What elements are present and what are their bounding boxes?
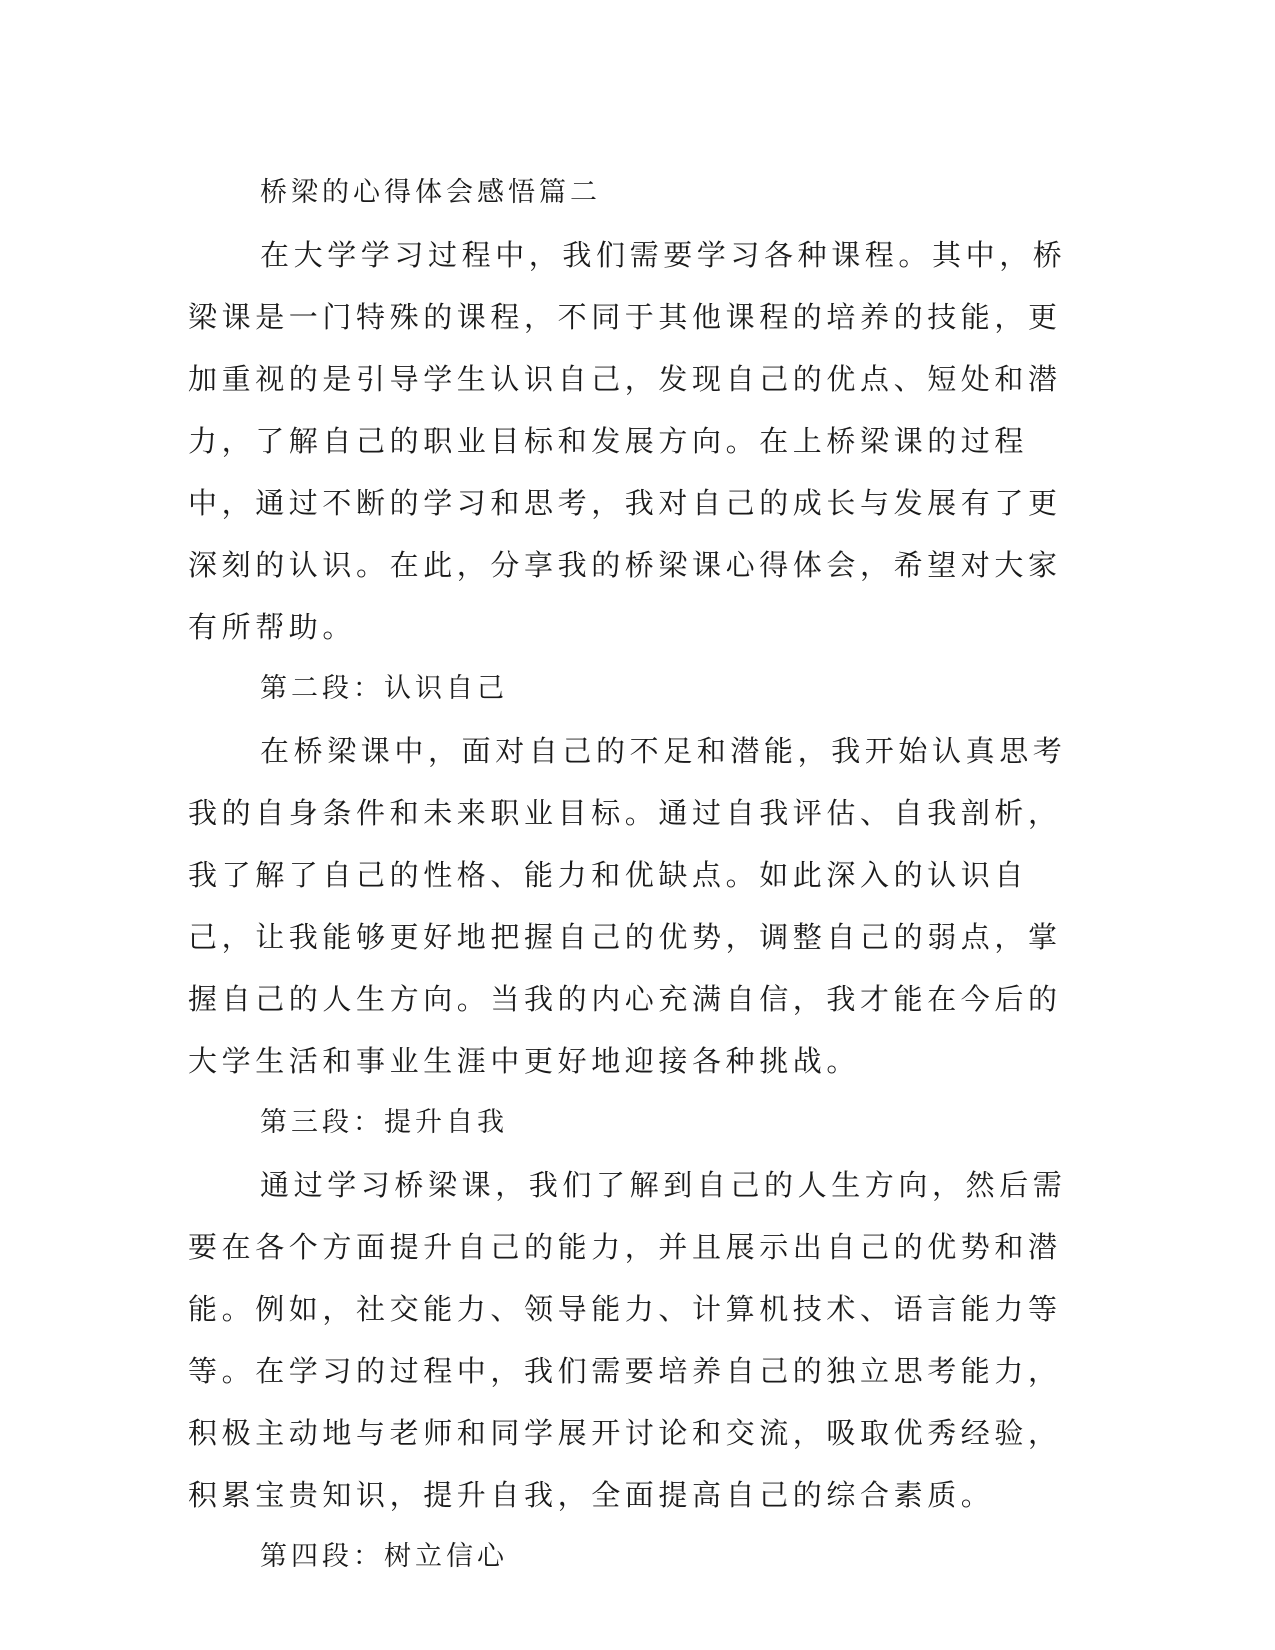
section-body-3: 通过学习桥梁课，我们了解到自己的人生方向，然后需要在各个方面提升自己的能力，并且展示出自己的优势和潜能。例如，社交能力、领导能力、计算机技术、语言能力等等。在学习的过程中，我们需要培养自己的独立思考能力，积极主动地与老师和同学展开讨论和交流，吸取优秀经验，积累宝贵知识，提升自我，全面提高自己的综合素质。 [188, 1168, 1067, 1512]
section-heading-2: 第二段：认识自己 [260, 673, 508, 704]
section-heading-4: 第四段：树立信心 [260, 1541, 508, 1572]
section-heading-3: 第三段：提升自我 [260, 1107, 508, 1138]
document-body [188, 162, 1068, 1588]
intro-paragraph: 在大学学习过程中，我们需要学习各种课程。其中，桥梁课是一门特殊的课程，不同于其他课程的培养的技能，更加重视的是引导学生认识自己，发现自己的优点、短处和潜力，了解自己的职业目标和发展方向。在上桥梁课的过程中，通过不断的学习和思考，我对自己的成长与发展有了更深刻的认识。在此，分享我的桥梁课心得体会，希望对大家有所帮助。 [188, 238, 1067, 644]
document-title: 桥梁的心得体会感悟篇二 [260, 177, 601, 208]
section-body-2: 在桥梁课中，面对自己的不足和潜能，我开始认真思考我的自身条件和未来职业目标。通过自我评估、自我剖析，我了解了自己的性格、能力和优缺点。如此深入的认识自己，让我能够更好地把握自己的优势，调整自己的弱点，掌握自己的人生方向。当我的内心充满自信，我才能在今后的大学生活和事业生涯中更好地迎接各种挑战。 [188, 734, 1067, 1078]
